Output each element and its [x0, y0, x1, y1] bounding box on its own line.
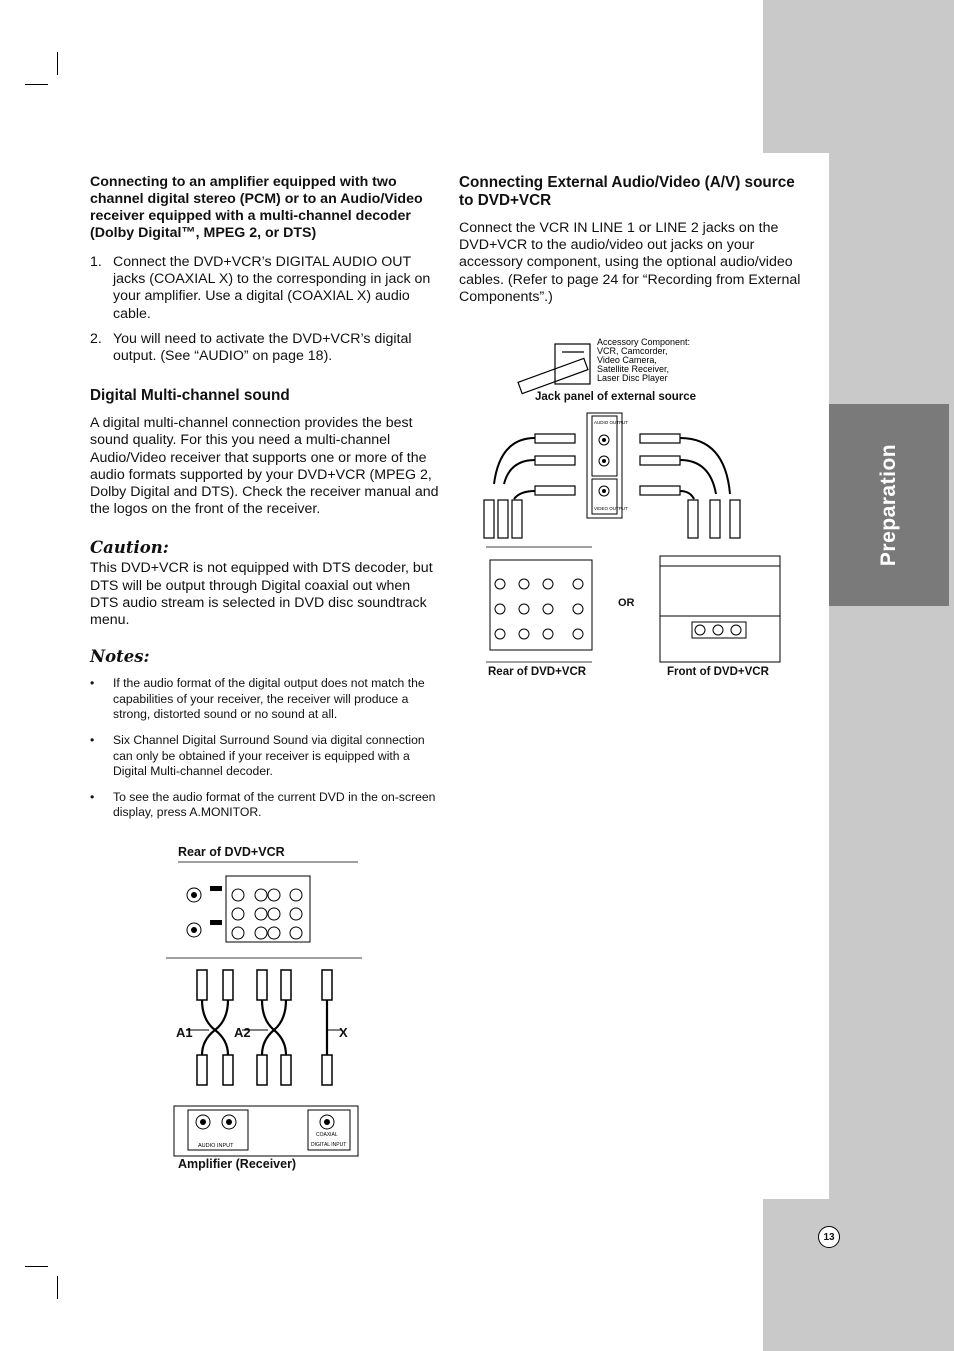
- amplifier-label: Amplifier (Receiver): [178, 1157, 297, 1171]
- svg-text:VCR, Camcorder,: VCR, Camcorder,: [597, 346, 668, 356]
- dms-heading: Digital Multi-channel sound: [90, 387, 290, 405]
- crop-mark: [25, 84, 48, 85]
- side-strip: [763, 1199, 954, 1351]
- coaxial-text: COAXIAL: [316, 1132, 338, 1138]
- caution-heading: Caution:: [90, 538, 169, 558]
- video-output-text: VIDEO OUTPUT: [594, 506, 628, 511]
- caution-body: This DVD+VCR is not equipped with DTS decoder, but DTS will be output through Digital coaxial out when DTS audio stream is selected in DVD disc soundtrack menu.: [90, 560, 433, 629]
- audio-input-text: AUDIO INPUT: [198, 1143, 234, 1149]
- amplifier-heading: Connecting to an amplifier equipped with two channel digital stereo (PCM) or to an Audio/Video receiver equipped with a multi-channel decoder (Dolby Digital™, MPEG 2, or DTS): [90, 174, 423, 241]
- page-number: 13: [818, 1226, 840, 1248]
- or-label: OR: [618, 597, 635, 609]
- amplifier-connection-diagram: [166, 860, 362, 1160]
- svg-text:Satellite Receiver,: Satellite Receiver,: [597, 364, 670, 374]
- rear-dvd-vcr-label: Rear of DVD+VCR: [178, 845, 285, 859]
- list-item: • Six Channel Digital Surround Sound via digital connection can only be obtained if your receiver is equipped with a Digital Multi-channel decoder.: [90, 733, 425, 779]
- audio-output-text: AUDIO OUTPUT: [594, 420, 629, 425]
- external-av-heading: Connecting External Audio/Video (A/V) source to DVD+VCR: [459, 174, 795, 209]
- side-strip: [763, 0, 954, 153]
- crop-mark: [57, 1276, 58, 1299]
- rear-dvd-vcr-label: Rear of DVD+VCR: [488, 666, 587, 678]
- left-column: [90, 174, 440, 831]
- section-tab-label: Preparation: [877, 443, 901, 567]
- external-source-diagram: [480, 334, 800, 680]
- cable-x-label: X: [339, 1025, 348, 1040]
- notes-list: [90, 676, 440, 821]
- crop-mark: [57, 52, 58, 75]
- list-item: 2. You will need to activate the DVD+VCR’s digital output. (See “AUDIO” on page 18).: [90, 330, 412, 365]
- digital-input-text: DIGITAL INPUT: [311, 1142, 347, 1148]
- svg-text:Laser Disc Player: Laser Disc Player: [597, 373, 668, 383]
- jack-panel-label: Jack panel of external source: [535, 391, 697, 403]
- front-dvd-vcr-label: Front of DVD+VCR: [667, 666, 769, 678]
- right-column: [459, 174, 809, 306]
- svg-text:Video Camera,: Video Camera,: [597, 355, 657, 365]
- list-item: • If the audio format of the digital output does not match the capabilities of your receiver, the receiver will produce a strong, distorted sound or no sound at all.: [90, 676, 425, 722]
- crop-mark: [25, 1266, 48, 1267]
- list-item: 1. Connect the DVD+VCR’s DIGITAL AUDIO OUT jacks (COAXIAL X) to the corresponding in jack on your amplifier. Use a digital (COAXIAL X) audio cable.: [90, 254, 431, 322]
- cable-a2-label: A2: [234, 1025, 251, 1040]
- accessory-text: Accessory Component:: [597, 337, 691, 347]
- side-strip: [829, 153, 954, 1199]
- notes-heading: Notes:: [90, 647, 150, 667]
- dms-body: A digital multi-channel connection provides the best sound quality. For this you need a multi-channel Audio/Video receiver that supports one or more of the audio formats supported by your DVD+VCR (MPEG 2, Dolby Digital and DTS). Check the receiver manual and the logos on the front of the receiver.: [90, 415, 439, 518]
- list-item: • To see the audio format of the current DVD in the on-screen display, press A.MONITOR.: [90, 789, 436, 820]
- external-av-body: Connect the VCR IN LINE 1 or LINE 2 jacks on the DVD+VCR to the audio/video out jacks on your accessory component, using the optional audio/video cables. (Refer to page 24 for “Recording from External Components”.): [459, 220, 801, 305]
- cable-a1-label: A1: [176, 1025, 193, 1040]
- steps-list: [90, 254, 440, 365]
